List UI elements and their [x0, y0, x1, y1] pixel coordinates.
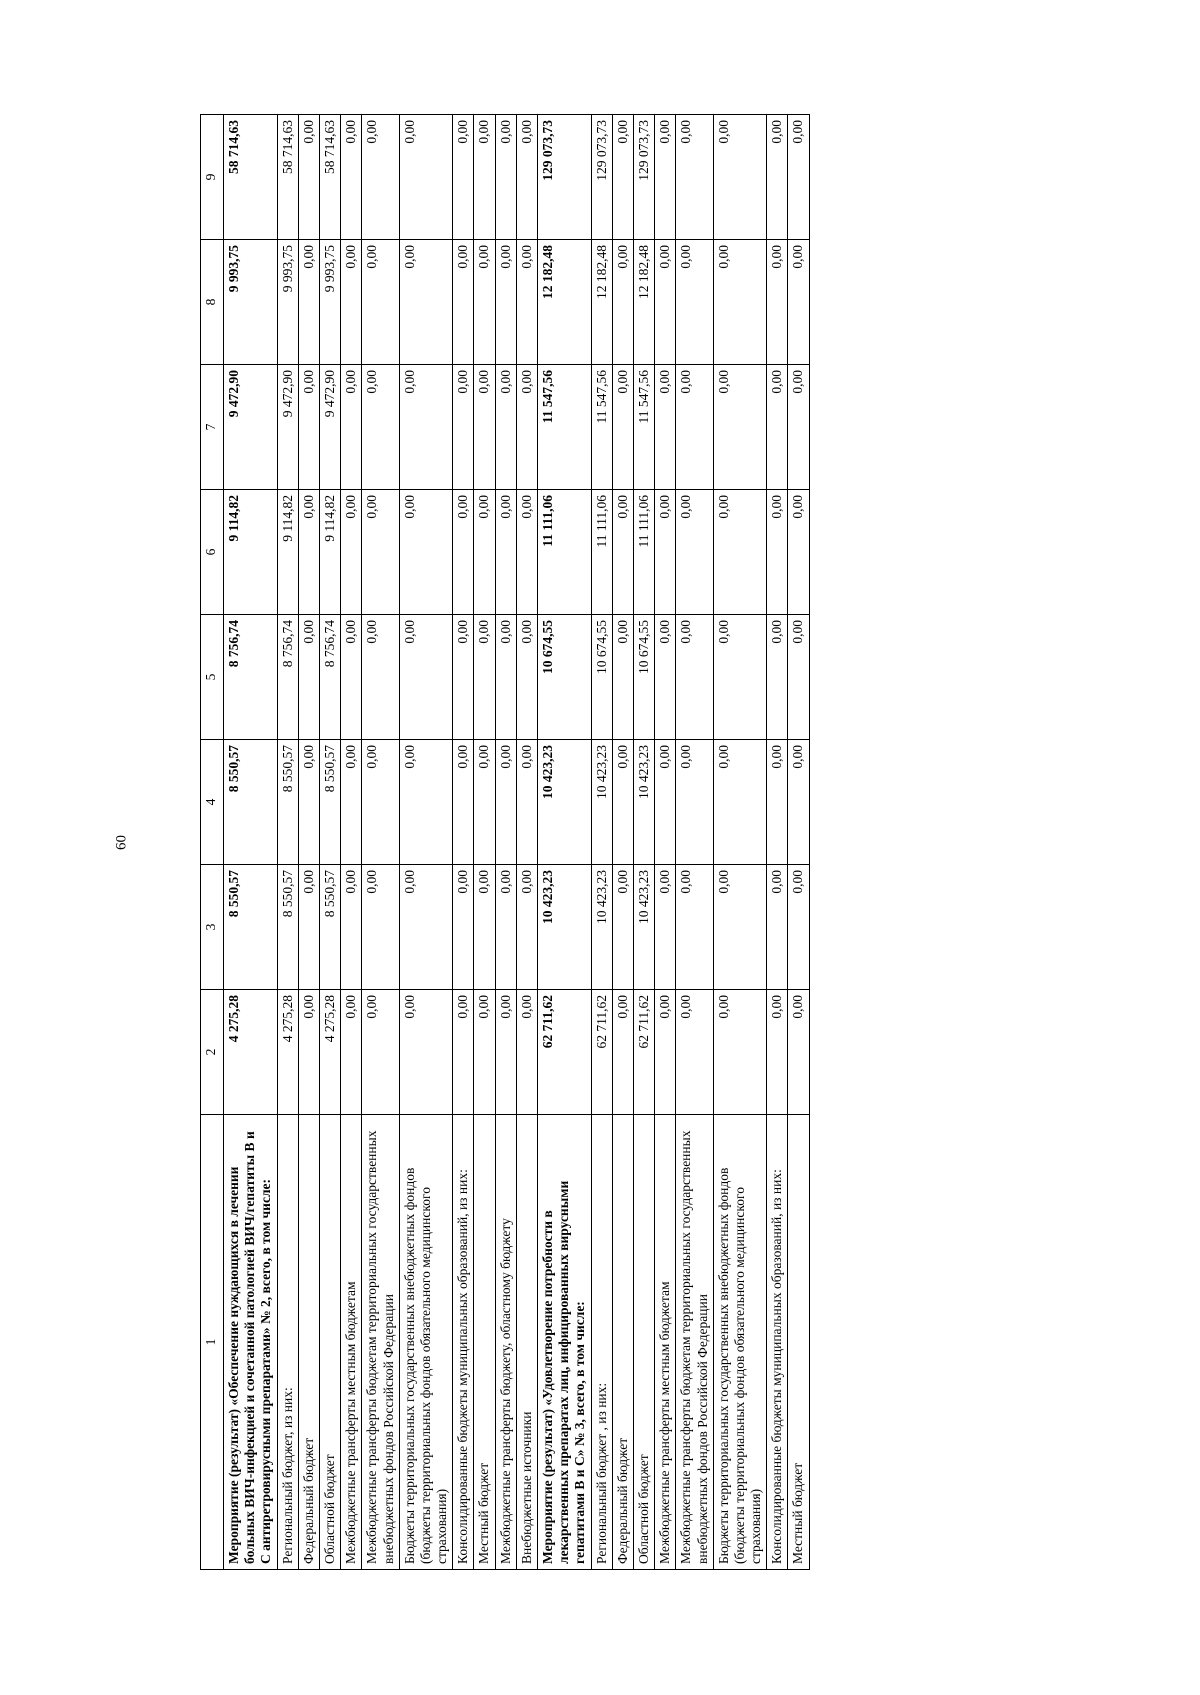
cell-value: 0,00: [612, 739, 633, 864]
cell-value: 0,00: [516, 239, 537, 364]
cell-value: 4 275,28: [223, 989, 277, 1114]
cell-value: 0,00: [766, 114, 787, 239]
table-body: [223, 114, 809, 1569]
cell-value: 0,00: [399, 489, 453, 614]
cell-value: 0,00: [654, 614, 675, 739]
cell-value: 0,00: [452, 239, 473, 364]
cell-value: 8 550,57: [277, 739, 298, 864]
row-label: Мероприятие (результат) «Удовлетворение потребности в лекарственных препаратах лиц, инфицированных вирусными гепатитами В и С» № 3, всего, в том числе:: [537, 1114, 591, 1569]
cell-value: 11 111,06: [633, 489, 654, 614]
cell-value: 0,00: [361, 864, 398, 989]
table-header-row: [200, 114, 223, 1569]
table-row: [516, 114, 537, 1569]
cell-value: 10 423,23: [591, 739, 612, 864]
row-label: Федеральный бюджет: [612, 1114, 633, 1569]
cell-value: 8 550,57: [319, 864, 340, 989]
cell-value: 0,00: [654, 989, 675, 1114]
row-label: Межбюджетные трансферты местным бюджетам: [654, 1114, 675, 1569]
cell-value: 9 114,82: [319, 489, 340, 614]
table-row: [654, 114, 675, 1569]
cell-value: 0,00: [766, 739, 787, 864]
cell-value: 0,00: [452, 739, 473, 864]
cell-value: 0,00: [473, 364, 494, 489]
cell-value: 0,00: [766, 489, 787, 614]
cell-value: 0,00: [340, 739, 361, 864]
table-row: [787, 114, 808, 1569]
cell-value: 0,00: [787, 989, 808, 1114]
table-row: [452, 114, 473, 1569]
cell-value: 0,00: [787, 864, 808, 989]
cell-value: 0,00: [298, 239, 319, 364]
row-label: Мероприятие (результат) «Обеспечение нуждающихся в лечении больных ВИЧ-инфекцией и сочетанной патологией ВИЧ/гепатиты В и С антиретровирусными препаратами» № 2, всего, в том числе:: [223, 1114, 277, 1569]
cell-value: 0,00: [516, 614, 537, 739]
column-header-9: 9: [200, 114, 223, 239]
cell-value: 0,00: [473, 239, 494, 364]
cell-value: 0,00: [399, 114, 453, 239]
row-label: Межбюджетные трансферты бюджету, областному бюджету: [495, 1114, 516, 1569]
cell-value: 0,00: [399, 614, 453, 739]
cell-value: 0,00: [787, 739, 808, 864]
budget-table-container: [200, 115, 1061, 1570]
table-row: [675, 114, 712, 1569]
table-row: [340, 114, 361, 1569]
cell-value: 0,00: [612, 114, 633, 239]
row-label: Федеральный бюджет: [298, 1114, 319, 1569]
cell-value: 0,00: [675, 614, 712, 739]
cell-value: 8 756,74: [319, 614, 340, 739]
cell-value: 0,00: [654, 489, 675, 614]
cell-value: 0,00: [399, 364, 453, 489]
table-row: [399, 114, 453, 1569]
cell-value: 11 111,06: [537, 489, 591, 614]
cell-value: 0,00: [516, 364, 537, 489]
cell-value: 0,00: [298, 489, 319, 614]
row-label: Бюджеты территориальных государственных внебюджетных фондов (бюджеты территориальных фондов обязательного медицинского страхования): [399, 1114, 453, 1569]
cell-value: 58 714,63: [277, 114, 298, 239]
cell-value: 0,00: [766, 239, 787, 364]
cell-value: 0,00: [713, 239, 767, 364]
cell-value: 0,00: [361, 614, 398, 739]
cell-value: 62 711,62: [633, 989, 654, 1114]
cell-value: 129 073,73: [537, 114, 591, 239]
cell-value: 0,00: [361, 739, 398, 864]
row-label: Межбюджетные трансферты бюджетам территориальных государственных внебюджетных фондов Российской Федерации: [361, 1114, 398, 1569]
cell-value: 0,00: [473, 114, 494, 239]
cell-value: 9 472,90: [223, 364, 277, 489]
cell-value: 0,00: [713, 614, 767, 739]
cell-value: 9 993,75: [223, 239, 277, 364]
cell-value: 0,00: [516, 864, 537, 989]
cell-value: 0,00: [654, 364, 675, 489]
table-row: [473, 114, 494, 1569]
cell-value: 0,00: [361, 239, 398, 364]
cell-value: 9 993,75: [277, 239, 298, 364]
column-header-6: 6: [200, 489, 223, 614]
cell-value: 0,00: [399, 864, 453, 989]
cell-value: 0,00: [473, 489, 494, 614]
row-label: Внебюджетные источники: [516, 1114, 537, 1569]
cell-value: 0,00: [766, 864, 787, 989]
cell-value: 0,00: [340, 114, 361, 239]
cell-value: 0,00: [675, 239, 712, 364]
cell-value: 0,00: [298, 364, 319, 489]
cell-value: 11 547,56: [537, 364, 591, 489]
cell-value: 0,00: [787, 114, 808, 239]
row-label: Местный бюджет: [787, 1114, 808, 1569]
table-row: [591, 114, 612, 1569]
table-row-activity-total: [537, 114, 591, 1569]
cell-value: 11 111,06: [591, 489, 612, 614]
cell-value: 9 114,82: [277, 489, 298, 614]
cell-value: 12 182,48: [591, 239, 612, 364]
cell-value: 0,00: [713, 989, 767, 1114]
table-row: [319, 114, 340, 1569]
cell-value: 62 711,62: [591, 989, 612, 1114]
cell-value: 9 472,90: [319, 364, 340, 489]
column-header-3: 3: [200, 864, 223, 989]
cell-value: 10 674,55: [591, 614, 612, 739]
cell-value: 10 674,55: [537, 614, 591, 739]
cell-value: 0,00: [361, 989, 398, 1114]
cell-value: 10 423,23: [633, 864, 654, 989]
cell-value: 0,00: [495, 489, 516, 614]
row-label: Региональный бюджет, из них:: [277, 1114, 298, 1569]
table-row: [633, 114, 654, 1569]
cell-value: 0,00: [495, 864, 516, 989]
cell-value: 0,00: [298, 614, 319, 739]
cell-value: 0,00: [452, 614, 473, 739]
cell-value: 0,00: [612, 489, 633, 614]
table-row: [361, 114, 398, 1569]
cell-value: 9 472,90: [277, 364, 298, 489]
cell-value: 0,00: [340, 489, 361, 614]
cell-value: 0,00: [713, 364, 767, 489]
cell-value: 0,00: [495, 614, 516, 739]
cell-value: 11 547,56: [591, 364, 612, 489]
cell-value: 0,00: [495, 739, 516, 864]
cell-value: 0,00: [612, 614, 633, 739]
cell-value: 8 550,57: [277, 864, 298, 989]
cell-value: 0,00: [675, 739, 712, 864]
cell-value: 129 073,73: [633, 114, 654, 239]
cell-value: 0,00: [766, 614, 787, 739]
cell-value: 12 182,48: [633, 239, 654, 364]
cell-value: 0,00: [675, 989, 712, 1114]
cell-value: 0,00: [340, 989, 361, 1114]
cell-value: 0,00: [452, 364, 473, 489]
cell-value: 0,00: [473, 989, 494, 1114]
cell-value: 0,00: [787, 364, 808, 489]
cell-value: 0,00: [675, 864, 712, 989]
cell-value: 0,00: [361, 114, 398, 239]
column-header-7: 7: [200, 364, 223, 489]
cell-value: 8 550,57: [223, 864, 277, 989]
cell-value: 0,00: [675, 364, 712, 489]
page-number: 60: [113, 835, 130, 850]
cell-value: 9 993,75: [319, 239, 340, 364]
cell-value: 0,00: [298, 989, 319, 1114]
cell-value: 10 423,23: [591, 864, 612, 989]
row-label: Местный бюджет: [473, 1114, 494, 1569]
cell-value: 0,00: [612, 989, 633, 1114]
cell-value: 0,00: [340, 239, 361, 364]
cell-value: 0,00: [713, 114, 767, 239]
table-row: [495, 114, 516, 1569]
cell-value: 0,00: [766, 364, 787, 489]
cell-value: 0,00: [713, 489, 767, 614]
column-header-5: 5: [200, 614, 223, 739]
cell-value: 8 756,74: [223, 614, 277, 739]
cell-value: 0,00: [713, 864, 767, 989]
cell-value: 0,00: [516, 739, 537, 864]
cell-value: 0,00: [495, 114, 516, 239]
cell-value: 8 550,57: [223, 739, 277, 864]
row-label: Консолидированные бюджеты муниципальных образований, из них:: [452, 1114, 473, 1569]
cell-value: 0,00: [612, 239, 633, 364]
cell-value: 0,00: [516, 989, 537, 1114]
cell-value: 0,00: [399, 989, 453, 1114]
table-row: [766, 114, 787, 1569]
cell-value: 0,00: [452, 114, 473, 239]
cell-value: 0,00: [452, 489, 473, 614]
cell-value: 0,00: [473, 864, 494, 989]
cell-value: 0,00: [654, 864, 675, 989]
cell-value: 0,00: [516, 114, 537, 239]
cell-value: 0,00: [612, 364, 633, 489]
cell-value: 0,00: [473, 739, 494, 864]
row-label: Межбюджетные трансферты бюджетам территориальных государственных внебюджетных фондов Российской Федерации: [675, 1114, 712, 1569]
cell-value: 8 550,57: [319, 739, 340, 864]
table-row: [298, 114, 319, 1569]
column-header-2: 2: [200, 989, 223, 1114]
column-header-8: 8: [200, 239, 223, 364]
row-label: Региональный бюджет , из них:: [591, 1114, 612, 1569]
cell-value: 4 275,28: [319, 989, 340, 1114]
row-label: Областной бюджет: [319, 1114, 340, 1569]
cell-value: 0,00: [495, 239, 516, 364]
column-header-4: 4: [200, 739, 223, 864]
cell-value: 0,00: [766, 989, 787, 1114]
cell-value: 0,00: [787, 614, 808, 739]
row-label: Областной бюджет: [633, 1114, 654, 1569]
budget-table: [200, 114, 810, 1570]
cell-value: 12 182,48: [537, 239, 591, 364]
cell-value: 4 275,28: [277, 989, 298, 1114]
cell-value: 0,00: [340, 864, 361, 989]
table-row: [612, 114, 633, 1569]
table-row-activity-total: [223, 114, 277, 1569]
cell-value: 0,00: [340, 614, 361, 739]
cell-value: 0,00: [452, 864, 473, 989]
cell-value: 11 547,56: [633, 364, 654, 489]
cell-value: 62 711,62: [537, 989, 591, 1114]
cell-value: 0,00: [298, 864, 319, 989]
cell-value: 0,00: [654, 739, 675, 864]
cell-value: 0,00: [654, 114, 675, 239]
cell-value: 0,00: [399, 239, 453, 364]
cell-value: 58 714,63: [223, 114, 277, 239]
cell-value: 0,00: [787, 239, 808, 364]
cell-value: 8 756,74: [277, 614, 298, 739]
column-header-1: 1: [200, 1114, 223, 1569]
cell-value: 0,00: [452, 989, 473, 1114]
cell-value: 10 423,23: [633, 739, 654, 864]
table-row: [277, 114, 298, 1569]
cell-value: 0,00: [612, 864, 633, 989]
cell-value: 10 423,23: [537, 739, 591, 864]
row-label: Межбюджетные трансферты местным бюджетам: [340, 1114, 361, 1569]
cell-value: 10 674,55: [633, 614, 654, 739]
table-row: [713, 114, 767, 1569]
cell-value: 0,00: [298, 114, 319, 239]
cell-value: 0,00: [713, 739, 767, 864]
cell-value: 0,00: [361, 489, 398, 614]
cell-value: 9 114,82: [223, 489, 277, 614]
cell-value: 0,00: [495, 989, 516, 1114]
cell-value: 0,00: [787, 489, 808, 614]
row-label: Консолидированные бюджеты муниципальных образований, из них:: [766, 1114, 787, 1569]
cell-value: 0,00: [473, 614, 494, 739]
cell-value: 129 073,73: [591, 114, 612, 239]
cell-value: 0,00: [340, 364, 361, 489]
cell-value: 10 423,23: [537, 864, 591, 989]
cell-value: 0,00: [516, 489, 537, 614]
cell-value: 58 714,63: [319, 114, 340, 239]
cell-value: 0,00: [675, 114, 712, 239]
cell-value: 0,00: [495, 364, 516, 489]
cell-value: 0,00: [361, 364, 398, 489]
cell-value: 0,00: [298, 739, 319, 864]
cell-value: 0,00: [675, 489, 712, 614]
cell-value: 0,00: [399, 739, 453, 864]
cell-value: 0,00: [654, 239, 675, 364]
row-label: Бюджеты территориальных государственных внебюджетных фондов (бюджеты территориальных фондов обязательного медицинского страхования): [713, 1114, 767, 1569]
